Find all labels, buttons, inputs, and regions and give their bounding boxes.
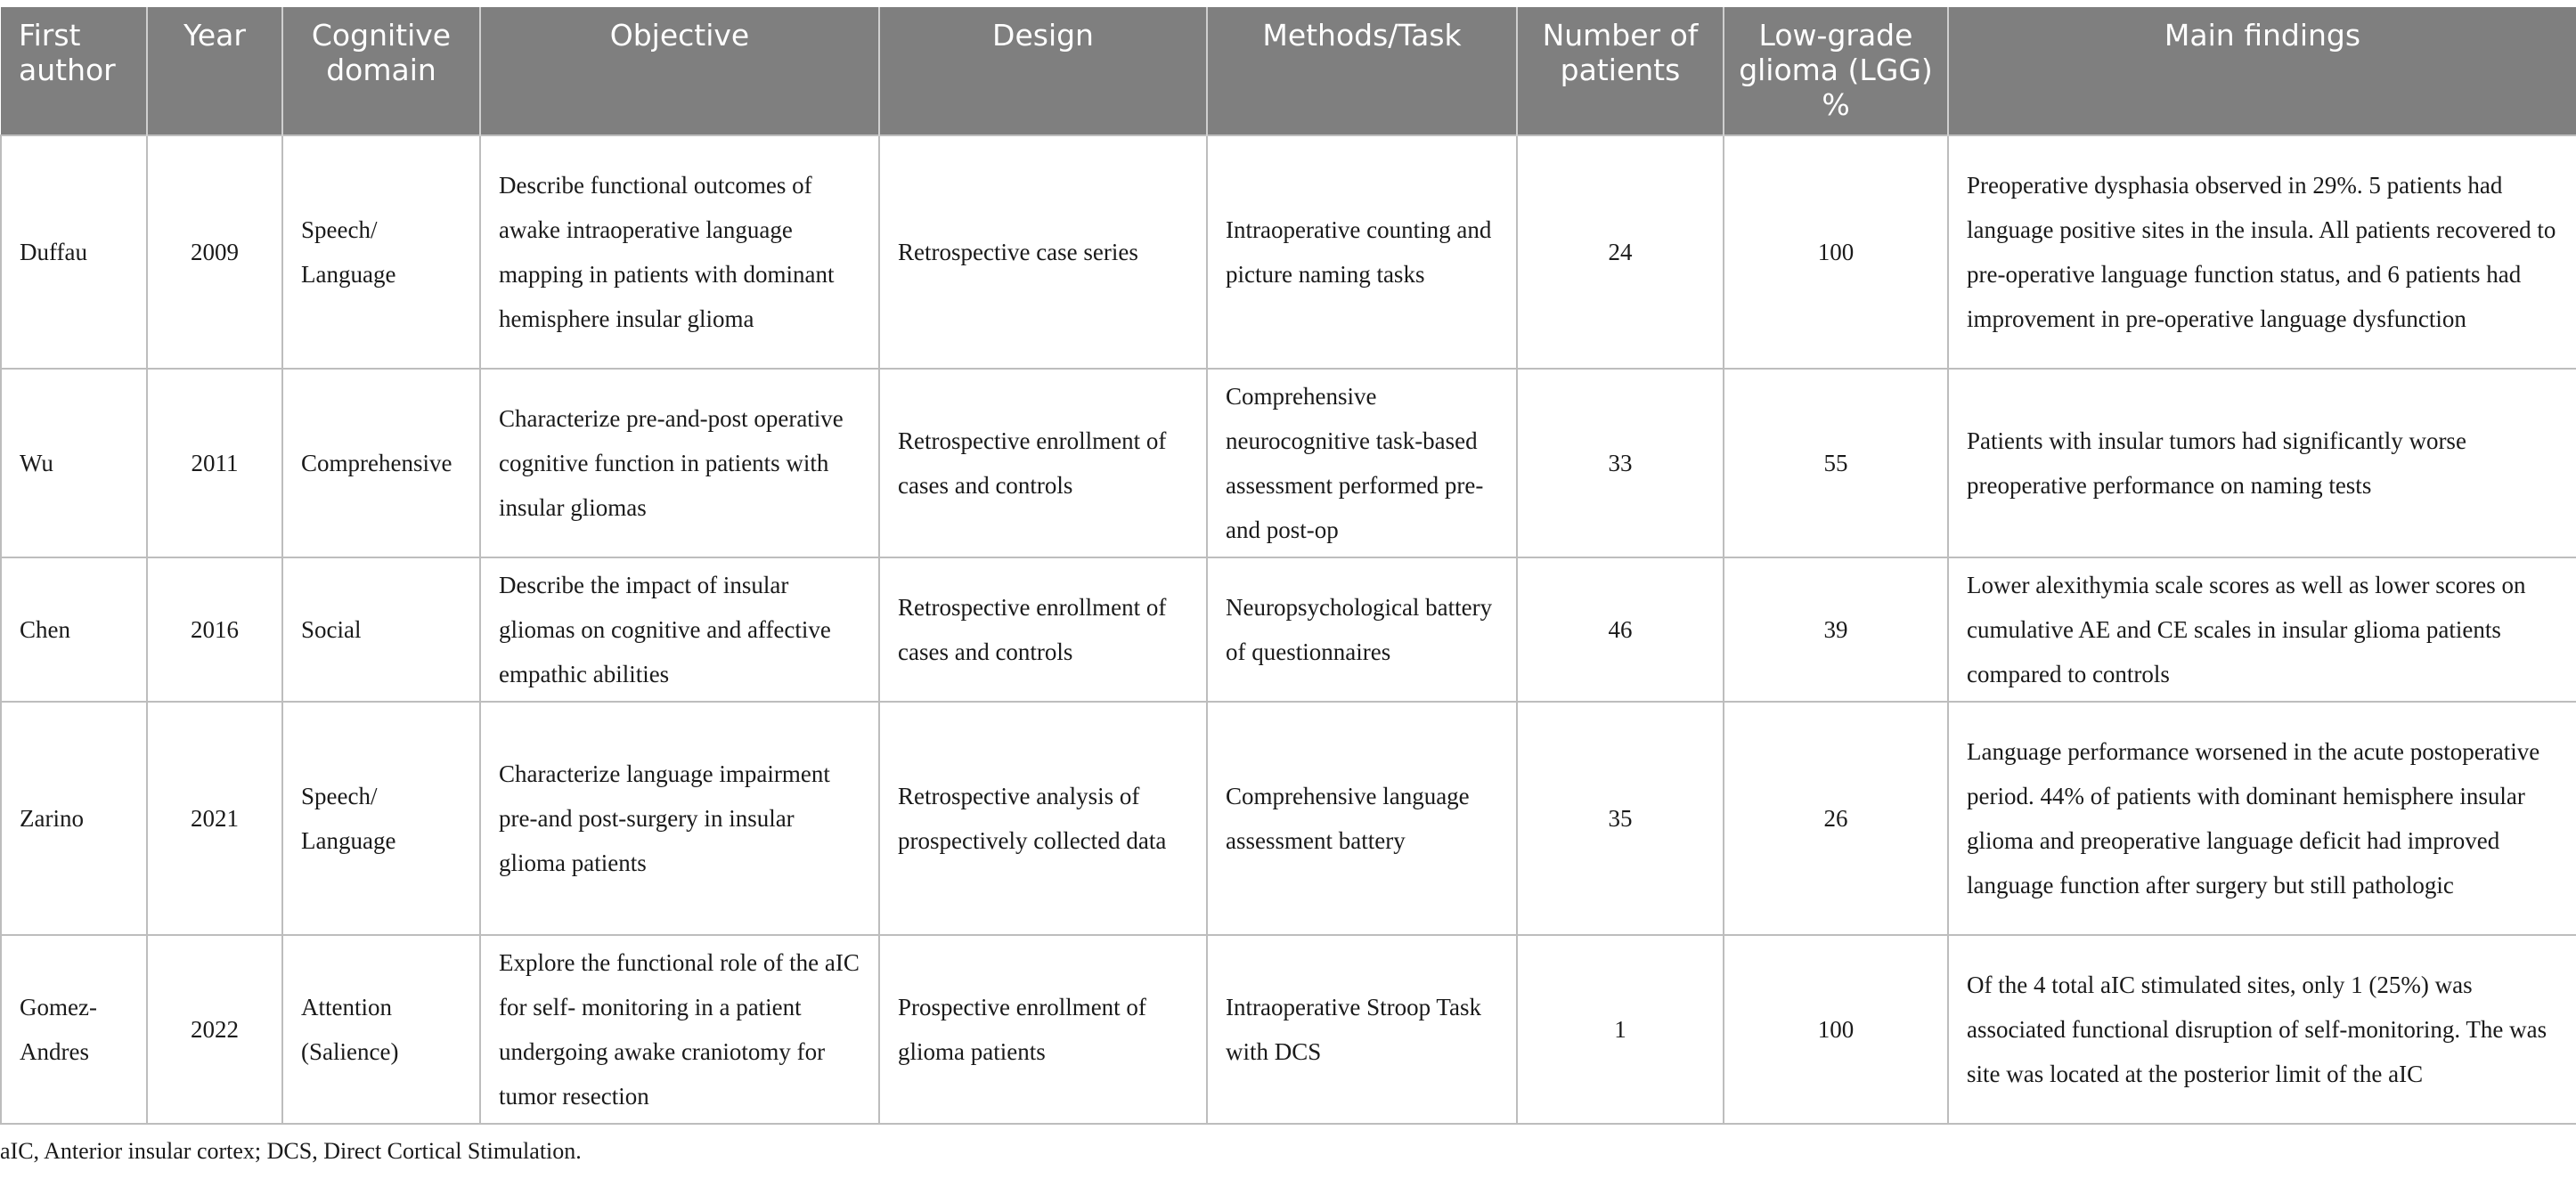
cell-main-findings: Patients with insular tumors had significantly worse preoperative performance on naming tests — [1948, 369, 2576, 557]
cell-lgg-percent: 39 — [1724, 557, 1948, 702]
cell-main-findings: Language performance worsened in the acute postoperative period. 44% of patients with dominant hemisphere insular glioma and preoperative language deficit had improved language function after surgery but still pathologic — [1948, 702, 2576, 935]
header-objective: Objective — [480, 7, 879, 135]
cell-lgg-percent: 100 — [1724, 935, 1948, 1124]
cell-cognitive-domain: Social — [282, 557, 480, 702]
cell-objective: Characterize language impairment pre-and post-surgery in insular glioma patients — [480, 702, 879, 935]
cell-design: Retrospective analysis of prospectively collected data — [879, 702, 1207, 935]
header-first-author: First author — [1, 7, 147, 135]
table-row — [1, 557, 2576, 702]
cell-cognitive-domain: Speech/ Language — [282, 135, 480, 369]
cell-main-findings: Preoperative dysphasia observed in 29%. 5 patients had language positive sites in the insula. All patients recovered to pre-operative language function status, and 6 patients had improvement in pre-operative language dysfunction — [1948, 135, 2576, 369]
cell-methods-task: Intraoperative Stroop Task with DCS — [1207, 935, 1517, 1124]
cell-year: 2022 — [147, 935, 282, 1124]
cell-design: Prospective enrollment of glioma patients — [879, 935, 1207, 1124]
cell-design: Retrospective case series — [879, 135, 1207, 369]
cell-number-of-patients: 33 — [1517, 369, 1724, 557]
cell-year: 2009 — [147, 135, 282, 369]
cell-first-author: Chen — [1, 557, 147, 702]
cell-number-of-patients: 24 — [1517, 135, 1724, 369]
cell-number-of-patients: 46 — [1517, 557, 1724, 702]
cell-number-of-patients: 35 — [1517, 702, 1724, 935]
cell-methods-task: Neuropsychological battery of questionnaires — [1207, 557, 1517, 702]
cell-objective: Characterize pre-and-post operative cognitive function in patients with insular gliomas — [480, 369, 879, 557]
cell-year: 2016 — [147, 557, 282, 702]
cell-main-findings: Lower alexithymia scale scores as well as lower scores on cumulative AE and CE scales in insular glioma patients compared to controls — [1948, 557, 2576, 702]
header-row — [1, 7, 2576, 135]
cell-first-author: Zarino — [1, 702, 147, 935]
header-lgg-percent: Low-grade glioma (LGG) % — [1724, 7, 1948, 135]
cell-first-author: Gomez-Andres — [1, 935, 147, 1124]
header-main-findings: Main findings — [1948, 7, 2576, 135]
table-row — [1, 935, 2576, 1124]
cell-first-author: Wu — [1, 369, 147, 557]
table-footnote: aIC, Anterior insular cortex; DCS, Direct Cortical Stimulation. — [0, 1138, 582, 1164]
cell-methods-task: Comprehensive neurocognitive task-based assessment performed pre-and post-op — [1207, 369, 1517, 557]
cell-methods-task: Comprehensive language assessment battery — [1207, 702, 1517, 935]
cell-lgg-percent: 26 — [1724, 702, 1948, 935]
cell-cognitive-domain: Attention (Salience) — [282, 935, 480, 1124]
cell-objective: Explore the functional role of the aIC for self- monitoring in a patient undergoing awake craniotomy for tumor resection — [480, 935, 879, 1124]
cell-design: Retrospective enrollment of cases and controls — [879, 369, 1207, 557]
cell-lgg-percent: 100 — [1724, 135, 1948, 369]
cell-cognitive-domain: Speech/ Language — [282, 702, 480, 935]
cell-methods-task: Intraoperative counting and picture naming tasks — [1207, 135, 1517, 369]
cell-objective: Describe the impact of insular gliomas on cognitive and affective empathic abilities — [480, 557, 879, 702]
study-table — [0, 7, 2576, 1125]
header-number-of-patients: Number of patients — [1517, 7, 1724, 135]
cell-year: 2021 — [147, 702, 282, 935]
cell-design: Retrospective enrollment of cases and controls — [879, 557, 1207, 702]
cell-objective: Describe functional outcomes of awake intraoperative language mapping in patients with dominant hemisphere insular glioma — [480, 135, 879, 369]
cell-lgg-percent: 55 — [1724, 369, 1948, 557]
table-row — [1, 702, 2576, 935]
header-methods-task: Methods/Task — [1207, 7, 1517, 135]
header-year: Year — [147, 7, 282, 135]
cell-year: 2011 — [147, 369, 282, 557]
table-row — [1, 369, 2576, 557]
cell-cognitive-domain: Comprehensive — [282, 369, 480, 557]
table-row — [1, 135, 2576, 369]
header-design: Design — [879, 7, 1207, 135]
header-cognitive-domain: Cognitive domain — [282, 7, 480, 135]
cell-number-of-patients: 1 — [1517, 935, 1724, 1124]
cell-first-author: Duffau — [1, 135, 147, 369]
cell-main-findings: Of the 4 total aIC stimulated sites, only 1 (25%) was associated functional disruption of self-monitoring. The was site was located at the posterior limit of the aIC — [1948, 935, 2576, 1124]
